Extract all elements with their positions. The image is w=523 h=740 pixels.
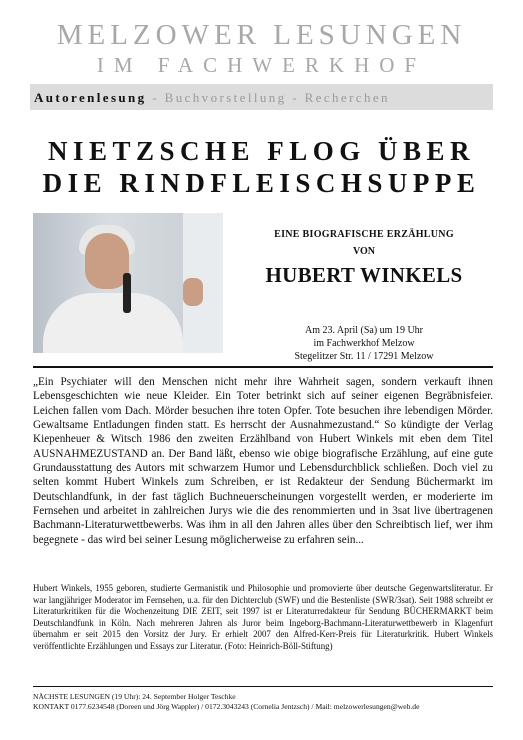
series-subtitle: IM FACHWERKHOF (96, 53, 427, 77)
series-title: MELZOWER LESUNGEN (56, 19, 467, 51)
event-date: Am 23. April (Sa) um 19 Uhr (304, 325, 424, 336)
contact-line: KONTAKT 0177.6234548 (Doreen und Jörg Wappler) / 0172.3043243 (Cornelia Jentzsch) / Mail: melzowerlesungen@web.de (33, 702, 420, 711)
author-photo (33, 213, 223, 353)
divider-top (33, 366, 493, 368)
category-tagline (34, 90, 390, 105)
event-address: Stegelitzer Str. 11 / 17291 Melzow (294, 351, 434, 362)
event-title-line1: NIETZSCHE FLOG ÜBER (47, 136, 476, 166)
bio-paragraph: Hubert Winkels, 1955 geboren, studierte Germanistik und Philosophie und promovierte über deutsche Gegenwartsliteratur. Er war langjähriger Moderator im Fernsehen, u.a. für den Dichterclub (SWF) und die Bestenliste (SWR/3sat). Seit 1988 schreibt er Literaturkritiken für die Wochenzeitung DIE ZEIT, seit 1997 ist er Literaturredakteur für Sendung BÜCHERMARKT beim Deutschlandfunk in Köln. Nach mehreren Jahren als Juror beim Ingeborg-Bachmann-Literaturwettbewerb in Klagenfurt übernahm er seit 2015 den Vorsitz der Jury. Er erhielt 2007 den Alfred-Kerr-Preis für Literaturkritik. Hubert Winkels veröffentlichte Erzählungen und Essays zur Literatur. (Foto: Heinrich-Böll-Stiftung) (33, 583, 493, 651)
divider-bottom (33, 686, 493, 687)
book-genre: EINE BIOGRAFISCHE ERZÄHLUNG (274, 229, 454, 240)
event-venue: im Fachwerkhof Melzow (313, 338, 415, 349)
by-label: VON (352, 246, 376, 257)
category-active: Autorenlesung (34, 90, 147, 105)
category-others: - Buchvorstellung - Recherchen (146, 90, 390, 105)
intro-paragraph: „Ein Psychiater will den Menschen nicht mehr ihre Wahrheit sagen, sondern verkauft ihnen Lebensgeschichten wie neue Kleider. Ein Toter betrinkt sich auf seiner eigenen Begräbnisfeier. Leichen fallen vom Dach. Mörder besuchen ihre toten Opfer. Tote besuchen ihre lebendigen Mörder. Gewaltsame Entladungen finden statt. Es herrscht der Ausnahmezustand.“ So kündigte der Verlag Kiepenheuer & Witsch 1986 den zweiten Erzählband von Hubert Winkels mit eben dem Titel AUSNAHMEZUSTAND an. Der Band läßt, ebenso wie obige biografische Erzählung, auf eine gute Grundausstattung des Autors mit schwarzem Humor und Lebensdurchblick schließen. Doch viel zu selten kommt Hubert Winkels zum Schreiben, er ist Redakteur der Sendung Büchermarkt im Deutschlandfunk, in der fast täglich Buchneuerscheinungen vorgestellt werden, er moderierte im Fernsehen und arbeitet in zahlreichen Jurys wie die des renommierten und in 3sat live übertragenen Bachmann-Literaturwettbewerbs. Was ihm in all den Jahren alles über den Schreibtisch lief, wer ihm begegnete - das wird bei seiner Lesung möglicherweise zu erfahren sein... (33, 376, 493, 546)
next-readings: NÄCHSTE LESUNGEN (19 Uhr): 24. September Holger Teschke (33, 692, 236, 701)
author-name: HUBERT WINKELS (265, 263, 463, 287)
event-title-line2: DIE RINDFLEISCHSUPPE (42, 168, 481, 198)
